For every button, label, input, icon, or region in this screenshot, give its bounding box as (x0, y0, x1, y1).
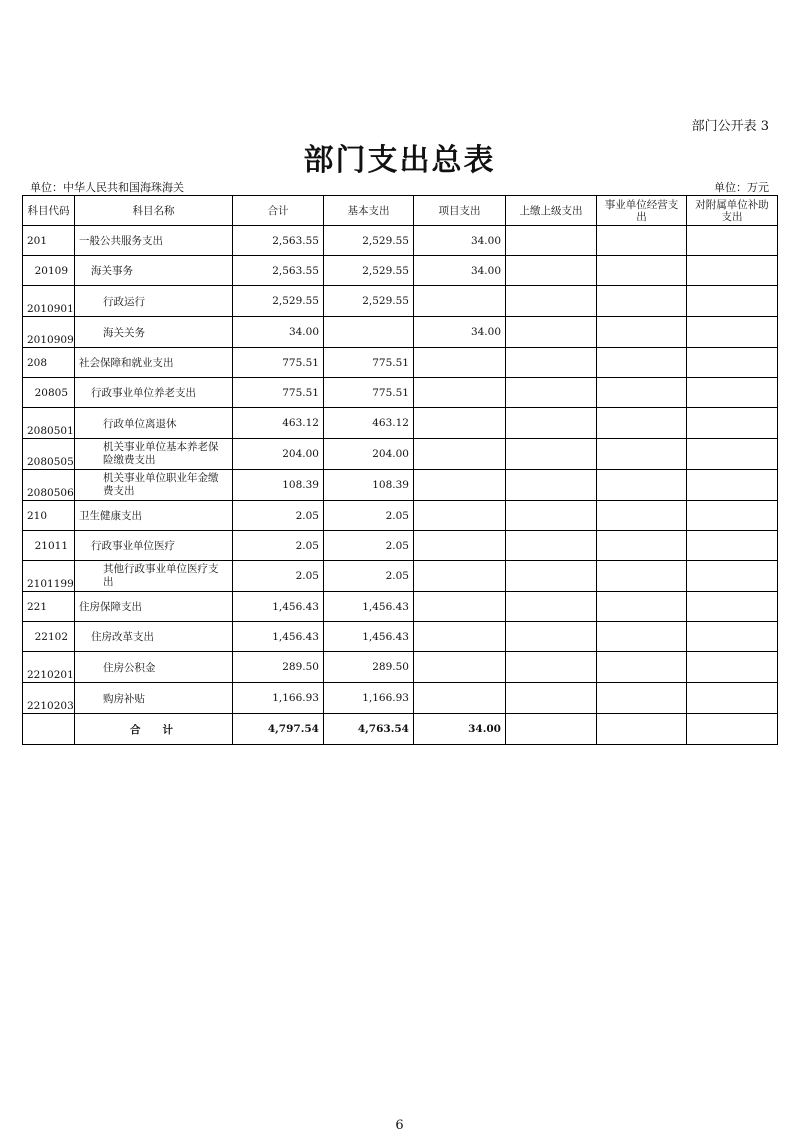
row-business (597, 683, 687, 714)
row-code: 21011 (23, 531, 75, 561)
row-code: 2080505 (23, 439, 75, 470)
row-upper (506, 408, 597, 439)
row-total: 1,456.43 (233, 622, 324, 652)
row-subsidy (687, 470, 778, 501)
table-row (23, 531, 778, 561)
row-name: 住房保障支出 (75, 592, 233, 622)
row-total: 2,563.55 (233, 256, 324, 286)
row-business (597, 378, 687, 408)
total-business (597, 714, 687, 745)
row-name: 海关事务 (75, 256, 233, 286)
row-upper (506, 470, 597, 501)
row-upper (506, 439, 597, 470)
col-header-code: 科目代码 (23, 196, 75, 226)
row-basic: 2.05 (324, 531, 414, 561)
row-code: 2010909 (23, 317, 75, 348)
row-name: 行政单位离退休 (75, 408, 233, 439)
row-code: 2210201 (23, 652, 75, 683)
table-row (23, 652, 778, 683)
table-header-row (23, 196, 778, 226)
row-basic: 108.39 (324, 470, 414, 501)
unit-money: 单位：万元 (714, 181, 769, 194)
row-total: 463.12 (233, 408, 324, 439)
row-total: 2,563.55 (233, 226, 324, 256)
row-total: 1,456.43 (233, 592, 324, 622)
row-basic: 2,529.55 (324, 286, 414, 317)
row-code: 210 (23, 501, 75, 531)
total-subsidy (687, 714, 778, 745)
row-business (597, 408, 687, 439)
col-header-basic: 基本支出 (324, 196, 414, 226)
row-subsidy (687, 226, 778, 256)
row-total: 775.51 (233, 348, 324, 378)
row-upper (506, 531, 597, 561)
row-project (414, 286, 506, 317)
row-business (597, 226, 687, 256)
row-subsidy (687, 348, 778, 378)
row-business (597, 256, 687, 286)
row-code: 20805 (23, 378, 75, 408)
row-upper (506, 348, 597, 378)
row-name: 行政事业单位养老支出 (75, 378, 233, 408)
table-row (23, 226, 778, 256)
table-tag: 部门公开表 3 (691, 119, 769, 134)
row-subsidy (687, 439, 778, 470)
table-row (23, 622, 778, 652)
row-basic: 463.12 (324, 408, 414, 439)
row-total: 2.05 (233, 561, 324, 592)
row-upper (506, 501, 597, 531)
row-business (597, 501, 687, 531)
page-title: 部门支出总表 (303, 143, 496, 178)
total-label: 合计 (75, 714, 233, 745)
row-upper (506, 652, 597, 683)
row-project (414, 652, 506, 683)
total-total: 4,797.54 (233, 714, 324, 745)
row-project (414, 592, 506, 622)
row-subsidy (687, 378, 778, 408)
row-business (597, 592, 687, 622)
row-business (597, 286, 687, 317)
row-business (597, 652, 687, 683)
row-code: 221 (23, 592, 75, 622)
row-total: 775.51 (233, 378, 324, 408)
row-business (597, 561, 687, 592)
row-subsidy (687, 592, 778, 622)
row-name: 卫生健康支出 (75, 501, 233, 531)
row-project: 34.00 (414, 256, 506, 286)
row-upper (506, 561, 597, 592)
row-basic: 1,456.43 (324, 622, 414, 652)
row-total: 1,166.93 (233, 683, 324, 714)
row-total: 34.00 (233, 317, 324, 348)
row-basic: 1,456.43 (324, 592, 414, 622)
row-project (414, 348, 506, 378)
row-basic: 2,529.55 (324, 256, 414, 286)
row-project (414, 470, 506, 501)
row-upper (506, 286, 597, 317)
row-name: 行政运行 (75, 286, 233, 317)
row-name: 购房补贴 (75, 683, 233, 714)
row-total: 2.05 (233, 501, 324, 531)
row-name: 行政事业单位医疗 (75, 531, 233, 561)
table-row (23, 256, 778, 286)
row-project (414, 378, 506, 408)
table-row (23, 408, 778, 439)
row-subsidy (687, 561, 778, 592)
row-business (597, 348, 687, 378)
row-upper (506, 226, 597, 256)
row-code: 2101199 (23, 561, 75, 592)
row-basic: 289.50 (324, 652, 414, 683)
row-code: 2210203 (23, 683, 75, 714)
table-row (23, 286, 778, 317)
row-code: 2010901 (23, 286, 75, 317)
row-project (414, 622, 506, 652)
row-upper (506, 592, 597, 622)
row-code: 20109 (23, 256, 75, 286)
table-row (23, 439, 778, 470)
row-name: 社会保障和就业支出 (75, 348, 233, 378)
row-subsidy (687, 317, 778, 348)
table-row (23, 592, 778, 622)
row-total: 204.00 (233, 439, 324, 470)
row-total: 289.50 (233, 652, 324, 683)
row-business (597, 470, 687, 501)
col-header-total: 合计 (233, 196, 324, 226)
row-project: 34.00 (414, 317, 506, 348)
row-total: 2.05 (233, 531, 324, 561)
total-basic: 4,763.54 (324, 714, 414, 745)
row-subsidy (687, 683, 778, 714)
total-project: 34.00 (414, 714, 506, 745)
row-name: 机关事业单位职业年金缴费支出 (75, 470, 233, 501)
row-subsidy (687, 652, 778, 683)
row-upper (506, 256, 597, 286)
row-basic: 2.05 (324, 501, 414, 531)
row-basic (324, 317, 414, 348)
row-upper (506, 683, 597, 714)
row-name: 机关事业单位基本养老保险缴费支出 (75, 439, 233, 470)
row-total: 108.39 (233, 470, 324, 501)
total-row (23, 714, 778, 745)
total-code-cell (23, 714, 75, 745)
row-upper (506, 378, 597, 408)
expenditure-table (22, 195, 778, 745)
row-upper (506, 622, 597, 652)
row-code: 2080501 (23, 408, 75, 439)
col-header-name: 科目名称 (75, 196, 233, 226)
row-project (414, 531, 506, 561)
table-row (23, 683, 778, 714)
row-code: 208 (23, 348, 75, 378)
row-upper (506, 317, 597, 348)
row-subsidy (687, 286, 778, 317)
table-row (23, 561, 778, 592)
row-code: 201 (23, 226, 75, 256)
row-project (414, 683, 506, 714)
col-header-project: 项目支出 (414, 196, 506, 226)
col-header-upper: 上缴上级支出 (506, 196, 597, 226)
row-project: 34.00 (414, 226, 506, 256)
row-basic: 775.51 (324, 378, 414, 408)
row-basic: 1,166.93 (324, 683, 414, 714)
row-subsidy (687, 531, 778, 561)
row-name: 住房公积金 (75, 652, 233, 683)
row-subsidy (687, 622, 778, 652)
row-name: 海关关务 (75, 317, 233, 348)
table-row (23, 501, 778, 531)
row-basic: 775.51 (324, 348, 414, 378)
row-business (597, 317, 687, 348)
row-code: 22102 (23, 622, 75, 652)
row-project (414, 501, 506, 531)
page-number: 6 (395, 1118, 404, 1133)
row-basic: 2.05 (324, 561, 414, 592)
row-basic: 2,529.55 (324, 226, 414, 256)
row-business (597, 439, 687, 470)
table-row (23, 378, 778, 408)
row-business (597, 531, 687, 561)
row-name: 其他行政事业单位医疗支出 (75, 561, 233, 592)
row-basic: 204.00 (324, 439, 414, 470)
col-header-business: 事业单位经营支出 (597, 196, 687, 226)
table-row (23, 317, 778, 348)
row-subsidy (687, 256, 778, 286)
col-header-subsidy: 对附属单位补助支出 (687, 196, 778, 226)
table-row (23, 470, 778, 501)
row-code: 2080506 (23, 470, 75, 501)
row-name: 住房改革支出 (75, 622, 233, 652)
row-business (597, 622, 687, 652)
table-row (23, 348, 778, 378)
unit-organization: 单位：中华人民共和国海珠海关 (30, 181, 184, 194)
row-subsidy (687, 408, 778, 439)
row-project (414, 408, 506, 439)
row-project (414, 561, 506, 592)
row-project (414, 439, 506, 470)
row-subsidy (687, 501, 778, 531)
row-total: 2,529.55 (233, 286, 324, 317)
total-upper (506, 714, 597, 745)
row-name: 一般公共服务支出 (75, 226, 233, 256)
